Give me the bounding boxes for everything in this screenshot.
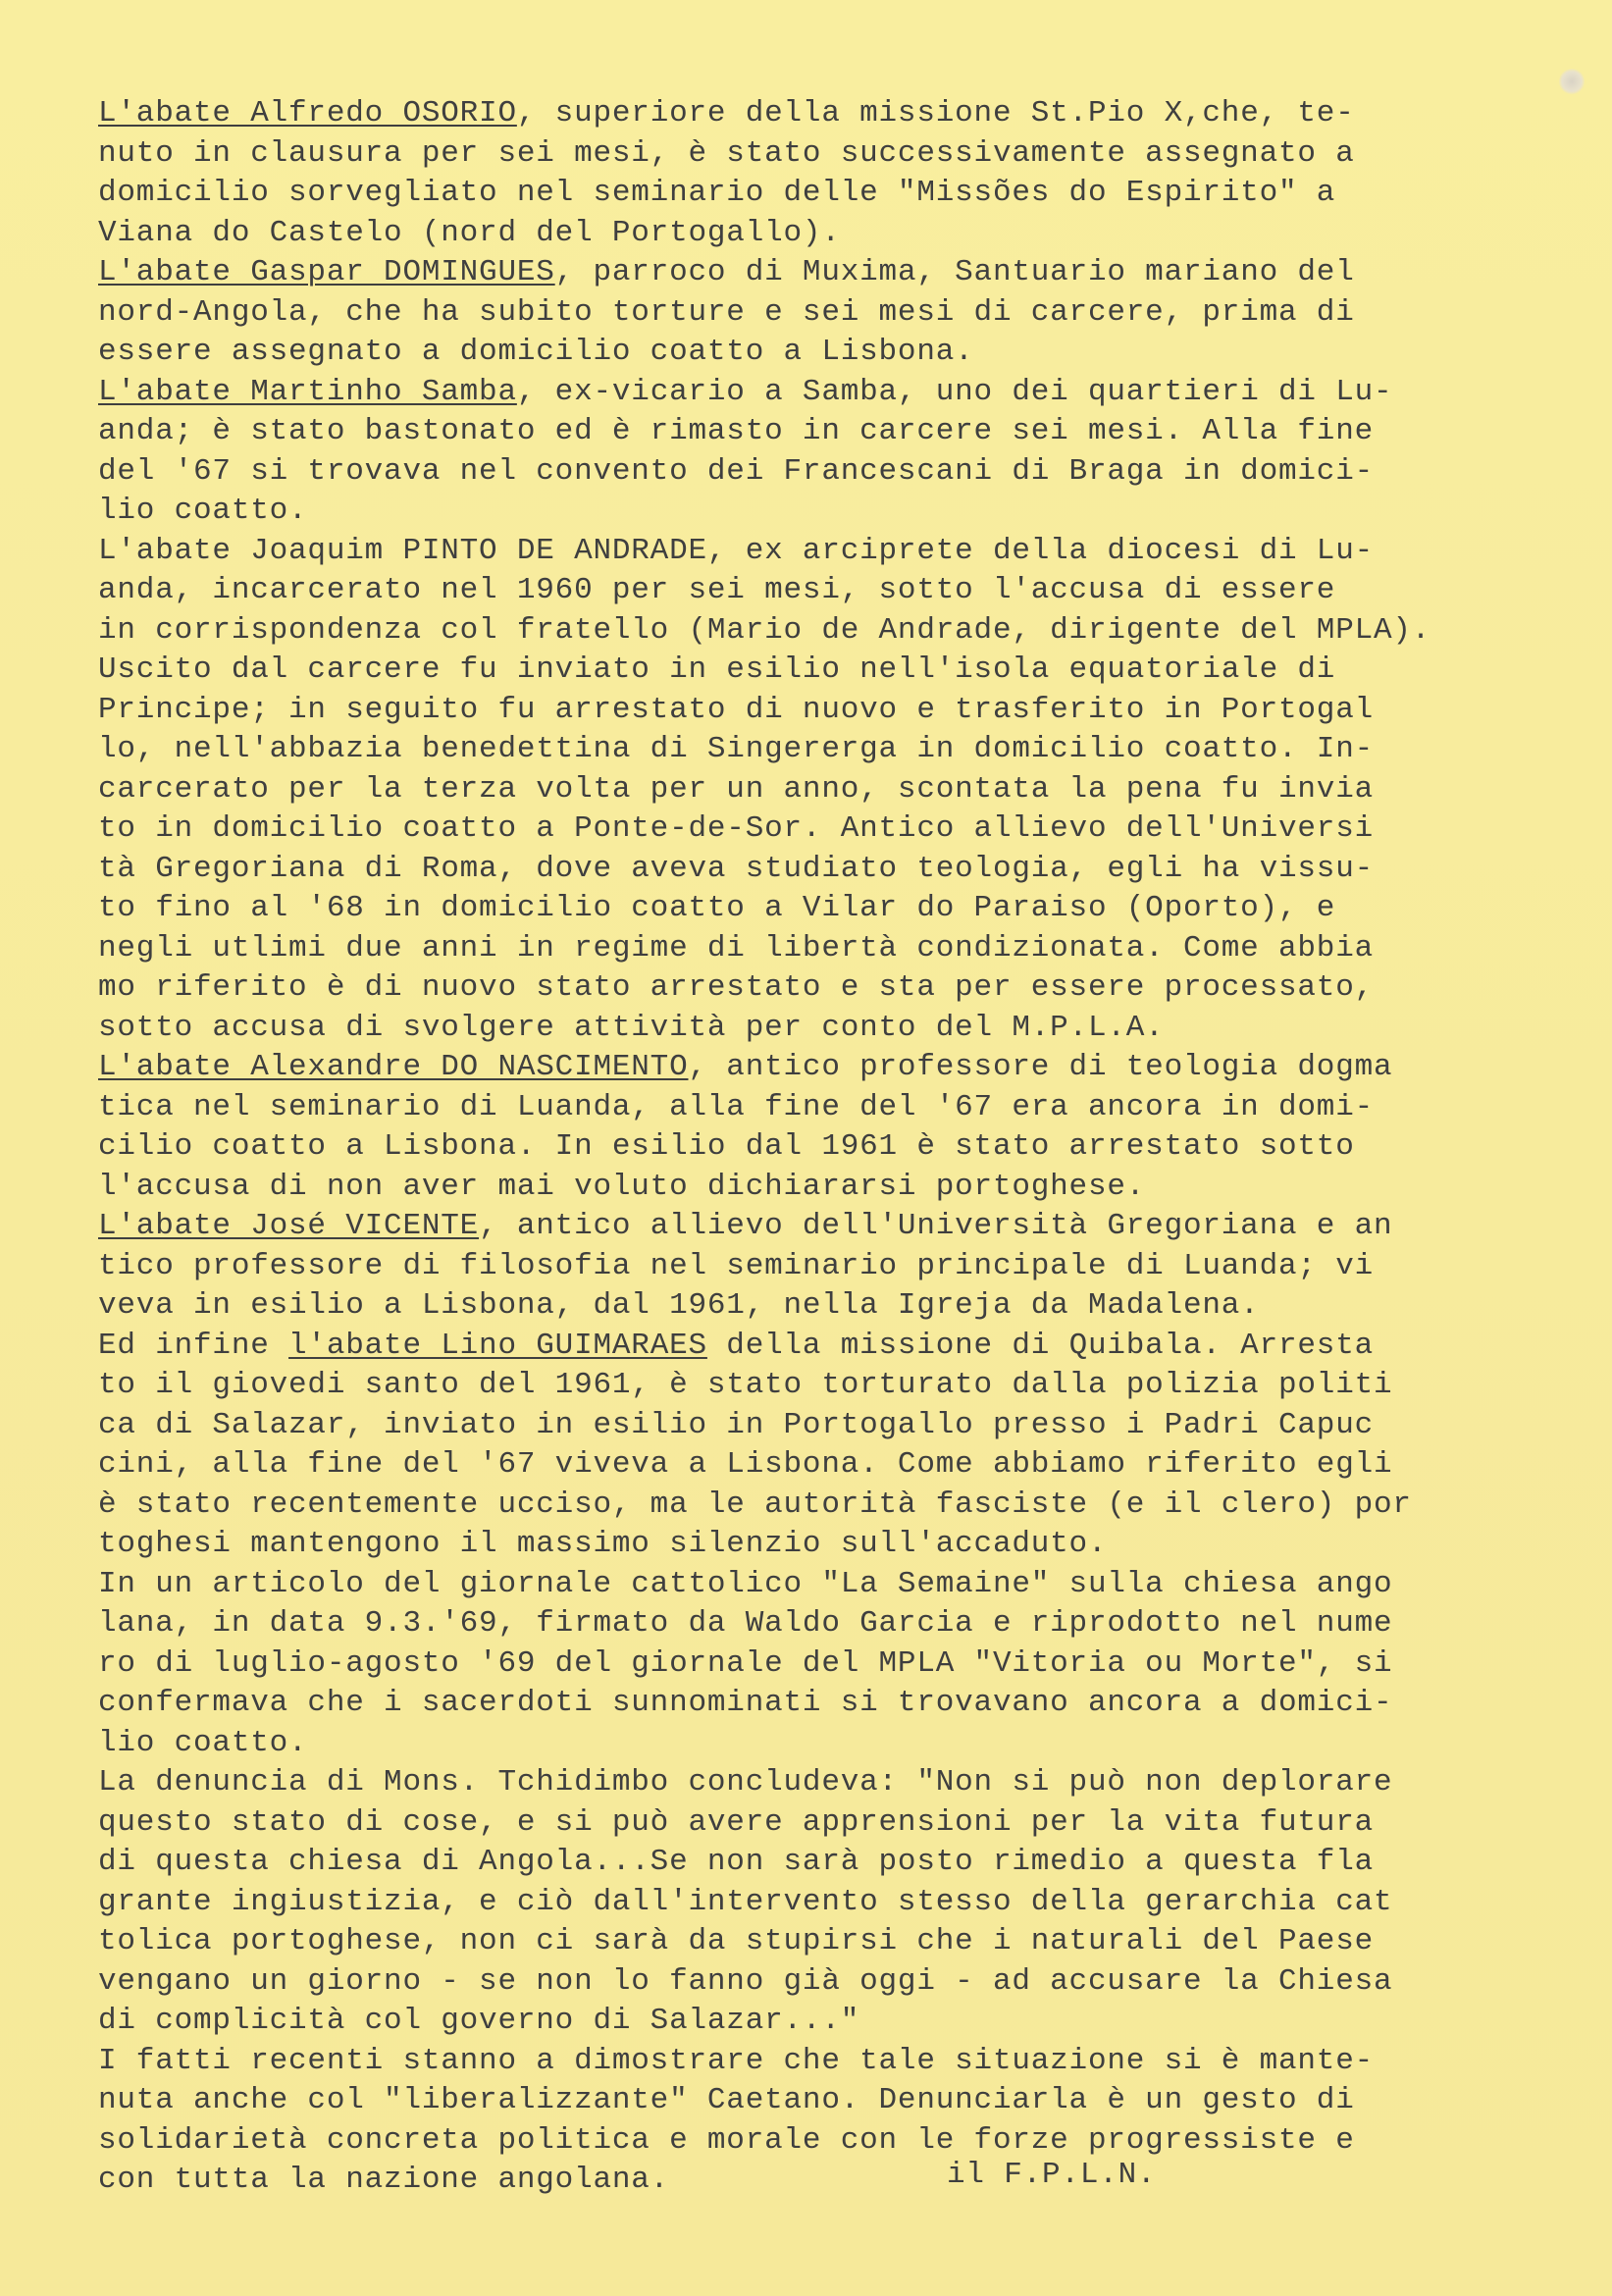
text-line <box>98 1604 1531 1644</box>
line-text: nuto in clausura per sei mesi, è stato successivamente assegnato a <box>98 135 1355 171</box>
underlined-name: L'abate José VICENTE <box>98 1209 480 1243</box>
text-line <box>98 1644 1531 1685</box>
text-line <box>98 532 1531 572</box>
text-line <box>98 571 1531 611</box>
text-line <box>98 452 1531 493</box>
text-line <box>98 850 1531 890</box>
line-text: La denuncia di Mons. Tchidimbo concludeva: "Non si può non deplorare <box>98 1765 1393 1800</box>
line-text: anda, incarcerato nel 1960 per sei mesi, sotto l'accusa di essere <box>98 573 1336 607</box>
line-text: , antico professore di teologia dogma <box>688 1050 1393 1084</box>
line-text: tolica portoghese, non ci sarà da stupirsi che i naturali del Paese <box>98 1924 1375 1958</box>
line-text: sotto accusa di svolgere attività per conto del M.P.L.A. <box>98 1010 1165 1045</box>
line-text: essere assegnato a domicilio coatto a Lisbona. <box>98 335 974 369</box>
line-text: to fino al '68 in domicilio coatto a Vilar do Paraiso (Oporto), e <box>98 891 1336 925</box>
text-line <box>98 1922 1531 1962</box>
line-text: cini, alla fine del '67 viveva a Lisbona. Come abbiamo riferito egli <box>98 1447 1393 1482</box>
text-line <box>98 333 1531 373</box>
line-text: mo riferito è di nuovo stato arrestato e sta per essere processato, <box>98 970 1375 1005</box>
text-line <box>98 1565 1531 1605</box>
signature: il F.P.L.N. <box>947 2158 1157 2192</box>
text-line <box>98 412 1531 452</box>
text-line <box>98 2121 1531 2162</box>
text-line <box>98 809 1531 850</box>
text-line <box>98 373 1531 413</box>
text-line <box>98 1803 1531 1844</box>
text-line <box>98 2161 1531 2201</box>
document-body-text <box>98 94 1531 2201</box>
text-line <box>98 94 1531 134</box>
line-text: di complicità col governo di Salazar..." <box>98 2004 860 2038</box>
line-text: tica nel seminario di Luanda, alla fine del '67 era ancora in domi- <box>98 1089 1375 1124</box>
line-text: in corrispondenza col fratello (Mario de Andrade, dirigente del MPLA). <box>98 612 1431 648</box>
text-line <box>98 1127 1531 1168</box>
line-text: solidarietà concreta politica e morale con le forze progressiste e <box>98 2122 1355 2158</box>
line-text: to il giovedi santo del 1961, è stato torturato dalla polizia politi <box>98 1368 1393 1402</box>
line-text: nuta anche col "liberalizzante" Caetano. Denunciarla è un gesto di <box>98 2083 1355 2117</box>
line-text: , antico allievo dell'Università Gregoriana e an <box>479 1209 1393 1243</box>
line-text: grante ingiustizia, e ciò dall'intervento stesso della gerarchia cat <box>98 1884 1393 1919</box>
line-text: Uscito dal carcere fu inviato in esilio nell'isola equatoriale di <box>98 652 1336 687</box>
text-line <box>98 1843 1531 1883</box>
line-text: con tutta la nazione angolana. <box>98 2163 670 2197</box>
line-text: Principe; in seguito fu arrestato di nuovo e trasferito in Portogal <box>98 692 1375 727</box>
text-line <box>98 1763 1531 1803</box>
text-line <box>98 134 1531 175</box>
text-line <box>98 1962 1531 2003</box>
text-line <box>98 253 1531 293</box>
text-line <box>98 492 1531 532</box>
line-text: confermava che i sacerdoti sunnominati si trovavano ancora a domici- <box>98 1686 1393 1720</box>
underlined-name: L'abate Alfredo OSORIO <box>98 96 517 130</box>
line-text: to in domicilio coatto a Ponte-de-Sor. Antico allievo dell'Universi <box>98 811 1375 846</box>
line-text: veva in esilio a Lisbona, dal 1961, nella Igreja da Madalena. <box>98 1288 1260 1323</box>
text-line <box>98 1486 1531 1526</box>
text-line <box>98 1168 1531 1208</box>
text-line <box>98 1207 1531 1247</box>
line-text: l'accusa di non aver mai voluto dichiararsi portoghese. <box>98 1169 1146 1204</box>
underlined-name: L'abate Martinho Samba <box>98 374 517 409</box>
line-text: lo, nell'abbazia benedettina di Singererga in domicilio coatto. In- <box>98 732 1375 766</box>
line-text: lio coatto. <box>98 494 308 528</box>
underlined-name: l'abate Lino GUIMARAES <box>288 1328 707 1363</box>
text-line <box>98 1327 1531 1367</box>
line-text: vengano un giorno - se non lo fanno già oggi - ad accusare la Chiesa <box>98 1963 1393 1999</box>
line-text: , superiore della missione St.Pio X,che, te- <box>516 96 1355 130</box>
text-line <box>98 1684 1531 1724</box>
text-line <box>98 1048 1531 1088</box>
line-text: è stato recentemente ucciso, ma le autorità fasciste (e il clero) por <box>98 1487 1412 1522</box>
text-line <box>98 1406 1531 1446</box>
text-line <box>98 174 1531 214</box>
text-line <box>98 214 1531 254</box>
text-line <box>98 889 1531 929</box>
line-text: cilio coatto a Lisbona. In esilio dal 1961 è stato arrestato sotto <box>98 1129 1355 1164</box>
text-line <box>98 293 1531 334</box>
text-line <box>98 929 1531 969</box>
line-text: toghesi mantengono il massimo silenzio sull'accaduto. <box>98 1527 1108 1561</box>
line-text: negli utlimi due anni in regime di libertà condizionata. Come abbia <box>98 930 1375 965</box>
line-text: della missione di Quibala. Arresta <box>706 1328 1375 1363</box>
text-line <box>98 1724 1531 1764</box>
text-line <box>98 651 1531 691</box>
text-line <box>98 691 1531 731</box>
line-text: tà Gregoriana di Roma, dove aveva studiato teologia, egli ha vissu- <box>98 851 1375 886</box>
line-text: lana, in data 9.3.'69, firmato da Waldo Garcia e riprodotto nel nume <box>98 1606 1393 1641</box>
text-line <box>98 2002 1531 2042</box>
text-line <box>98 1883 1531 1923</box>
line-text: di questa chiesa di Angola...Se non sarà posto rimedio a questa fla <box>98 1845 1375 1879</box>
text-line <box>98 968 1531 1009</box>
text-line <box>98 1009 1531 1049</box>
text-line <box>98 1286 1531 1327</box>
underlined-name: L'abate Alexandre DO NASCIMENTO <box>98 1050 689 1084</box>
line-text: questo stato di cose, e si può avere apprensioni per la vita futura <box>98 1804 1375 1840</box>
line-text: ro di luglio-agosto '69 del giornale del MPLA "Vitoria ou Morte", si <box>98 1645 1393 1681</box>
text-line <box>98 1445 1531 1486</box>
line-text: , ex-vicario a Samba, uno dei quartieri di Lu- <box>516 374 1393 409</box>
line-text: lio coatto. <box>98 1725 308 1760</box>
line-text: anda; è stato bastonato ed è rimasto in carcere sei mesi. Alla fine <box>98 414 1375 448</box>
line-text: tico professore di filosofia nel seminario principale di Luanda; vi <box>98 1248 1375 1283</box>
line-text: del '67 si trovava nel convento dei Francescani di Braga in domici- <box>98 453 1375 489</box>
line-text: nord-Angola, che ha subito torture e sei mesi di carcere, prima di <box>98 294 1355 330</box>
text-line <box>98 1088 1531 1128</box>
line-text: , parroco di Muxima, Santuario mariano del <box>554 255 1355 289</box>
text-line <box>98 1247 1531 1287</box>
line-prefix: Ed infine <box>98 1328 289 1363</box>
line-text: domicilio sorvegliato nel seminario delle "Missões do Espirito" a <box>98 176 1336 210</box>
text-line <box>98 730 1531 770</box>
line-text: carcerato per la terza volta per un anno, scontata la pena fu invia <box>98 771 1375 807</box>
text-line <box>98 1525 1531 1565</box>
text-line <box>98 1366 1531 1406</box>
line-text: L'abate Joaquim PINTO DE ANDRADE, ex arciprete della diocesi di Lu- <box>98 533 1375 568</box>
text-line <box>98 770 1531 810</box>
text-line <box>98 2081 1531 2121</box>
staple-mark <box>1559 69 1585 94</box>
line-text: Viana do Castelo (nord del Portogallo). <box>98 215 841 250</box>
text-line <box>98 611 1531 652</box>
line-text: In un articolo del giornale cattolico "La Semaine" sulla chiesa ango <box>98 1566 1393 1601</box>
line-text: ca di Salazar, inviato in esilio in Portogallo presso i Padri Capuc <box>98 1407 1375 1442</box>
line-text: I fatti recenti stanno a dimostrare che tale situazione si è mante- <box>98 2043 1375 2078</box>
text-line <box>98 2042 1531 2082</box>
underlined-name: L'abate Gaspar DOMINGUES <box>98 255 555 289</box>
